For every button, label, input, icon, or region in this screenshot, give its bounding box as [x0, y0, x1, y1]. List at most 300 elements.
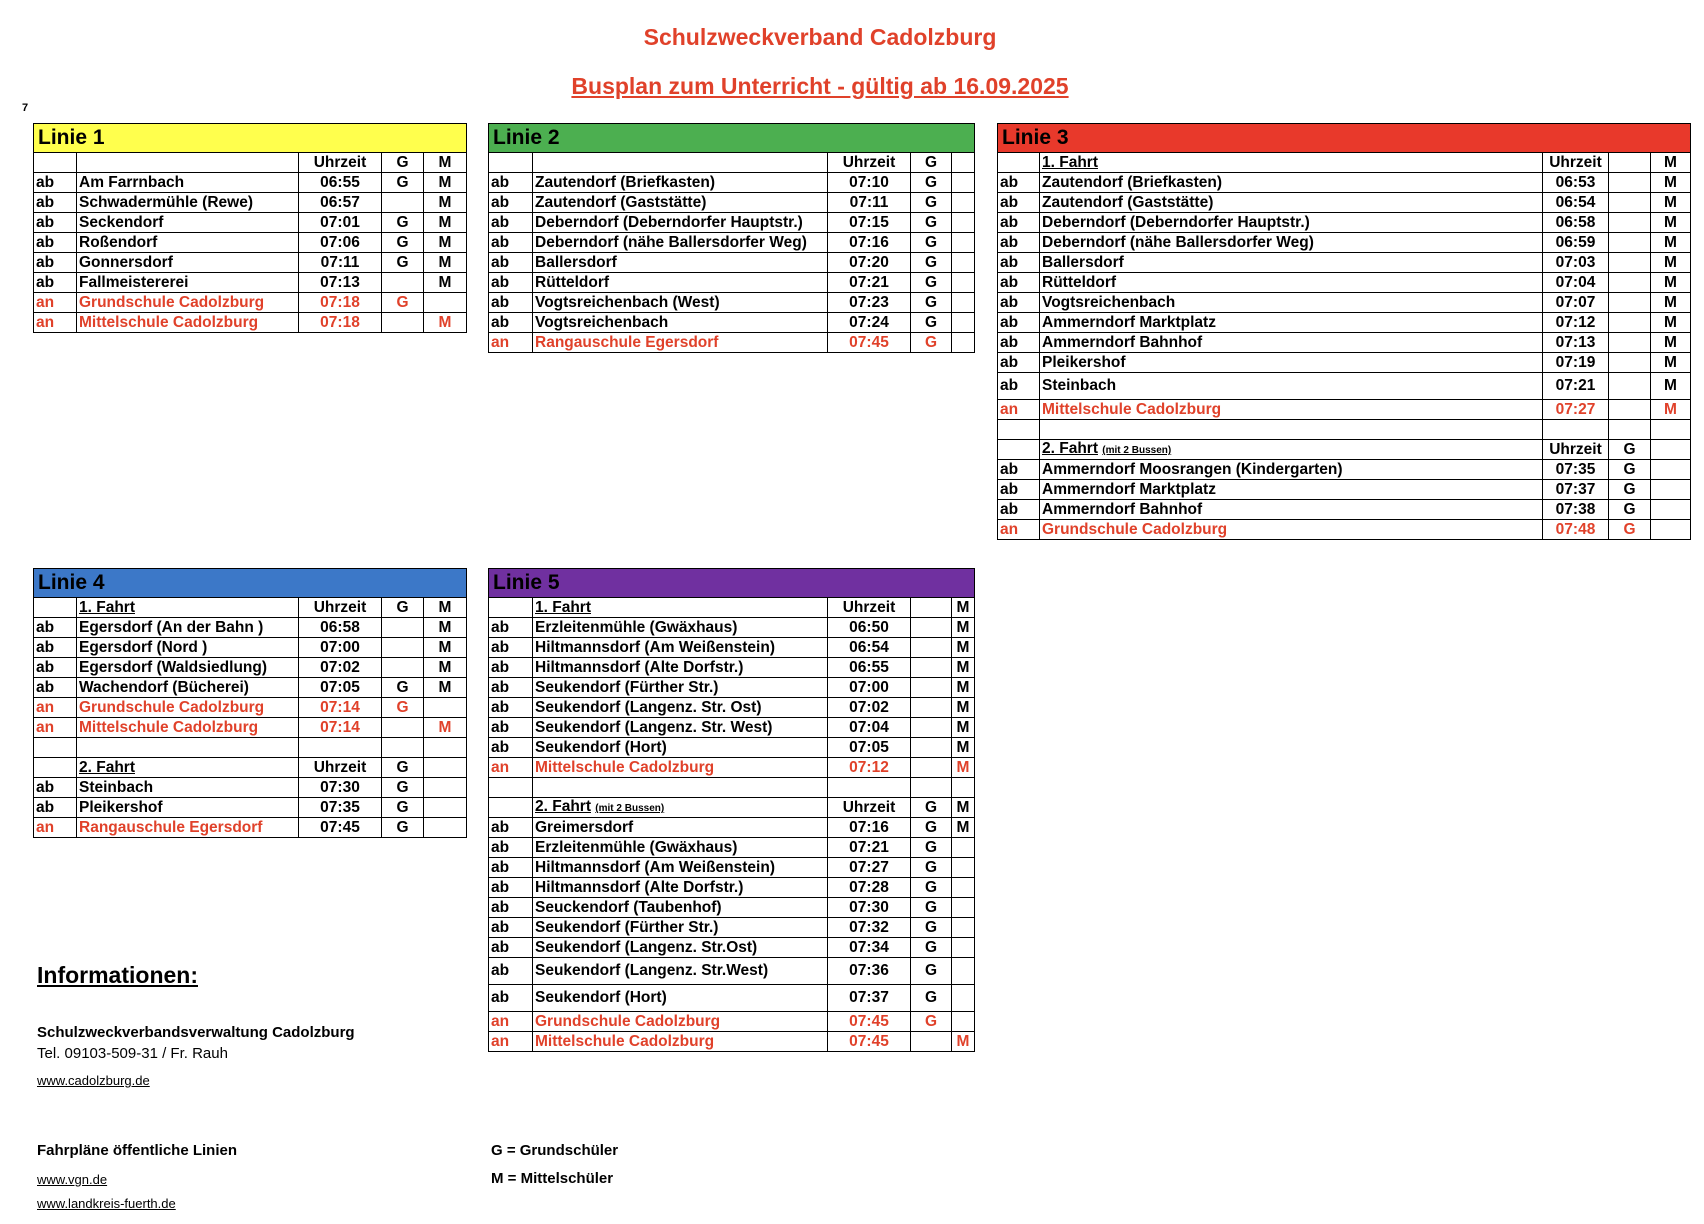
header-cell [34, 153, 77, 173]
table-row [489, 273, 975, 293]
time-cell: 07:18 [299, 313, 382, 333]
table-row [489, 838, 975, 858]
direction-cell: ab [998, 353, 1040, 373]
linie-1-table [33, 123, 467, 333]
m-cell: M [952, 658, 975, 678]
g-cell: G [382, 678, 424, 698]
m-cell: M [424, 173, 467, 193]
time-cell: 07:14 [299, 698, 382, 718]
stop-cell: Ammerndorf Bahnhof [1040, 333, 1543, 353]
g-cell [911, 698, 952, 718]
direction-cell: an [998, 520, 1040, 540]
m-cell [952, 1012, 975, 1032]
g-cell [1609, 400, 1651, 420]
stop-cell: Seukendorf (Hort) [533, 985, 828, 1012]
direction-cell: ab [998, 273, 1040, 293]
fahrt-2-label: 2. Fahrt [535, 798, 591, 815]
direction-cell: ab [34, 638, 77, 658]
stop-cell: Zautendorf (Gaststätte) [1040, 193, 1543, 213]
table-row [489, 213, 975, 233]
direction-cell: ab [34, 778, 77, 798]
stop-cell: Grundschule Cadolzburg [77, 293, 299, 313]
time-cell: 07:30 [299, 778, 382, 798]
m-cell [424, 293, 467, 313]
header-uhrzeit: Uhrzeit [828, 153, 911, 173]
fahrt-1-label: 1. Fahrt [1040, 153, 1543, 173]
direction-cell: ab [34, 233, 77, 253]
direction-cell: ab [489, 678, 533, 698]
header-g: G [1609, 440, 1651, 460]
stop-cell: Seukendorf (Langenz. Str.West) [533, 958, 828, 985]
g-cell: G [1609, 480, 1651, 500]
table-row [34, 818, 467, 838]
m-cell: M [952, 698, 975, 718]
direction-cell: ab [34, 658, 77, 678]
g-cell [911, 618, 952, 638]
direction-cell: ab [489, 938, 533, 958]
stop-cell: Rangauschule Egersdorf [533, 333, 828, 353]
table-row [998, 353, 1691, 373]
time-cell: 06:54 [828, 638, 911, 658]
g-cell: G [911, 293, 952, 313]
direction-cell: ab [34, 253, 77, 273]
m-cell: M [424, 193, 467, 213]
table-row [34, 658, 467, 678]
m-cell: M [424, 213, 467, 233]
stop-cell: Mittelschule Cadolzburg [1040, 400, 1543, 420]
table-row [489, 1012, 975, 1032]
direction-cell: ab [489, 698, 533, 718]
m-cell [952, 838, 975, 858]
time-cell: 07:11 [299, 253, 382, 273]
landkreis-link[interactable]: www.landkreis-fuerth.de [37, 1196, 176, 1211]
direction-cell: ab [489, 858, 533, 878]
header-cell [998, 153, 1040, 173]
time-cell: 07:23 [828, 293, 911, 313]
stop-cell: Mittelschule Cadolzburg [533, 758, 828, 778]
linie-5-table [488, 568, 975, 1052]
m-cell: M [1651, 253, 1691, 273]
spacer-row [489, 778, 975, 798]
header-cell [489, 798, 533, 818]
table-row [998, 293, 1691, 313]
m-cell [952, 293, 975, 313]
m-cell: M [952, 718, 975, 738]
m-cell: M [1651, 233, 1691, 253]
table-row [998, 480, 1691, 500]
g-cell: G [1609, 500, 1651, 520]
header-g: G [382, 758, 424, 778]
g-cell [1609, 273, 1651, 293]
m-cell: M [1651, 400, 1691, 420]
time-cell: 07:13 [299, 273, 382, 293]
table-row [998, 273, 1691, 293]
time-cell: 07:05 [299, 678, 382, 698]
time-cell: 07:37 [828, 985, 911, 1012]
direction-cell: ab [998, 480, 1040, 500]
table-row [34, 718, 467, 738]
direction-cell: ab [998, 193, 1040, 213]
g-cell: G [1609, 460, 1651, 480]
header-m: M [424, 598, 467, 618]
direction-cell: ab [34, 798, 77, 818]
table-row [489, 658, 975, 678]
header-cell [489, 153, 533, 173]
table-row [489, 938, 975, 958]
table-row [34, 253, 467, 273]
time-cell: 07:48 [1543, 520, 1609, 540]
m-cell: M [1651, 313, 1691, 333]
m-cell [952, 213, 975, 233]
m-cell: M [424, 718, 467, 738]
stop-cell: Egersdorf (An der Bahn ) [77, 618, 299, 638]
header-cell [34, 758, 77, 778]
phone-line: Tel. 09103-509-31 / Fr. Rauh [37, 1045, 228, 1062]
m-cell: M [1651, 173, 1691, 193]
g-cell [911, 638, 952, 658]
stop-cell: Deberndorf (nähe Ballersdorfer Weg) [533, 233, 828, 253]
time-cell: 07:28 [828, 878, 911, 898]
m-cell: M [952, 1032, 975, 1052]
time-cell: 07:27 [828, 858, 911, 878]
time-cell: 07:03 [1543, 253, 1609, 273]
table-row [34, 313, 467, 333]
g-cell [1609, 333, 1651, 353]
direction-cell: ab [998, 173, 1040, 193]
direction-cell: ab [489, 818, 533, 838]
time-cell: 07:04 [1543, 273, 1609, 293]
table-row [489, 698, 975, 718]
time-cell: 07:45 [299, 818, 382, 838]
g-cell: G [911, 918, 952, 938]
time-cell: 07:36 [828, 958, 911, 985]
stop-cell: Seukendorf (Langenz. Str.Ost) [533, 938, 828, 958]
g-cell [382, 193, 424, 213]
spacer-row [998, 420, 1691, 440]
time-cell: 07:19 [1543, 353, 1609, 373]
table-row [998, 193, 1691, 213]
table-row [489, 293, 975, 313]
stop-cell: Greimersdorf [533, 818, 828, 838]
stop-cell: Vogtsreichenbach [533, 313, 828, 333]
g-cell [911, 1032, 952, 1052]
stop-cell: Ammerndorf Marktplatz [1040, 313, 1543, 333]
direction-cell: ab [489, 638, 533, 658]
time-cell: 07:45 [828, 1012, 911, 1032]
m-cell [952, 898, 975, 918]
g-cell [911, 678, 952, 698]
page-number: 7 [22, 102, 29, 114]
direction-cell: an [34, 718, 77, 738]
g-cell: G [382, 818, 424, 838]
fahrt-2-note: (mit 2 Bussen) [595, 803, 665, 814]
stop-cell: Seukendorf (Fürther Str.) [533, 918, 828, 938]
time-cell: 07:35 [1543, 460, 1609, 480]
g-cell: G [911, 898, 952, 918]
table-row [34, 273, 467, 293]
linie-3-table [997, 123, 1691, 540]
header-cell [533, 153, 828, 173]
stop-cell: Grundschule Cadolzburg [77, 698, 299, 718]
g-cell [382, 313, 424, 333]
m-cell [952, 985, 975, 1012]
table-row [489, 738, 975, 758]
stop-cell: Ammerndorf Marktplatz [1040, 480, 1543, 500]
header-uhrzeit: Uhrzeit [1543, 153, 1609, 173]
m-cell [952, 193, 975, 213]
table-row [489, 638, 975, 658]
g-cell [1609, 293, 1651, 313]
time-cell: 07:45 [828, 1032, 911, 1052]
header-m [1651, 440, 1691, 460]
table-row [489, 618, 975, 638]
table-row [998, 460, 1691, 480]
direction-cell: ab [489, 658, 533, 678]
stop-cell: Ammerndorf Bahnhof [1040, 500, 1543, 520]
g-cell: G [911, 838, 952, 858]
org-name: Schulzweckverbandsverwaltung Cadolzburg [37, 1024, 355, 1041]
fahrt-2-header [1040, 440, 1543, 460]
direction-cell: ab [998, 313, 1040, 333]
header-cell [998, 440, 1040, 460]
stop-cell: Egersdorf (Nord ) [77, 638, 299, 658]
table-row [998, 173, 1691, 193]
table-row [34, 213, 467, 233]
table-row [489, 758, 975, 778]
stop-cell: Mittelschule Cadolzburg [533, 1032, 828, 1052]
direction-cell: ab [34, 678, 77, 698]
table-row [998, 400, 1691, 420]
table-row [489, 958, 975, 985]
m-cell: M [1651, 213, 1691, 233]
g-cell: G [382, 253, 424, 273]
stop-cell: Hiltmannsdorf (Am Weißenstein) [533, 858, 828, 878]
document-title: Schulzweckverband Cadolzburg [643, 24, 997, 50]
header-uhrzeit: Uhrzeit [828, 598, 911, 618]
m-cell: M [424, 313, 467, 333]
direction-cell: ab [489, 958, 533, 985]
time-cell: 07:12 [1543, 313, 1609, 333]
header-m: M [1651, 153, 1691, 173]
table-row [998, 233, 1691, 253]
m-cell [952, 333, 975, 353]
time-cell: 06:53 [1543, 173, 1609, 193]
m-cell: M [424, 233, 467, 253]
direction-cell: an [34, 313, 77, 333]
stop-cell: Ballersdorf [533, 253, 828, 273]
stop-cell: Seukendorf (Fürther Str.) [533, 678, 828, 698]
stop-cell: Pleikershof [1040, 353, 1543, 373]
table-row [998, 500, 1691, 520]
fahrt-1-label: 1. Fahrt [533, 598, 828, 618]
stop-cell: Zautendorf (Gaststätte) [533, 193, 828, 213]
table-row [998, 520, 1691, 540]
g-cell [382, 618, 424, 638]
g-cell: G [911, 938, 952, 958]
g-cell: G [382, 213, 424, 233]
g-cell [1609, 193, 1651, 213]
table-row [489, 718, 975, 738]
m-cell [424, 698, 467, 718]
direction-cell: ab [34, 213, 77, 233]
stop-cell: Steinbach [1040, 373, 1543, 400]
table-row [489, 918, 975, 938]
header-m: M [424, 153, 467, 173]
g-cell [911, 658, 952, 678]
stop-cell: Roßendorf [77, 233, 299, 253]
table-row [998, 253, 1691, 273]
m-cell: M [424, 638, 467, 658]
stop-cell: Ammerndorf Moosrangen (Kindergarten) [1040, 460, 1543, 480]
m-cell [1651, 520, 1691, 540]
direction-cell: ab [489, 253, 533, 273]
stop-cell: Egersdorf (Waldsiedlung) [77, 658, 299, 678]
direction-cell: ab [489, 293, 533, 313]
g-cell [1609, 173, 1651, 193]
g-cell [1609, 253, 1651, 273]
g-cell: G [911, 818, 952, 838]
direction-cell: an [998, 400, 1040, 420]
stop-cell: Hiltmannsdorf (Alte Dorfstr.) [533, 658, 828, 678]
g-cell [1609, 233, 1651, 253]
time-cell: 07:34 [828, 938, 911, 958]
header-cell [489, 598, 533, 618]
g-cell: G [911, 253, 952, 273]
table-row [998, 213, 1691, 233]
direction-cell: ab [998, 460, 1040, 480]
linie-1-title: Linie 1 [34, 124, 467, 153]
header-uhrzeit: Uhrzeit [299, 153, 382, 173]
direction-cell: ab [489, 878, 533, 898]
time-cell: 07:30 [828, 898, 911, 918]
stop-cell: Rangauschule Egersdorf [77, 818, 299, 838]
direction-cell: ab [489, 918, 533, 938]
stop-cell: Mittelschule Cadolzburg [77, 313, 299, 333]
linie-2-table [488, 123, 975, 353]
direction-cell: ab [34, 618, 77, 638]
g-cell [911, 758, 952, 778]
g-cell: G [382, 293, 424, 313]
table-row [489, 193, 975, 213]
m-cell [424, 818, 467, 838]
stop-cell: Schwadermühle (Rewe) [77, 193, 299, 213]
time-cell: 07:02 [828, 698, 911, 718]
direction-cell: ab [489, 718, 533, 738]
linie-4-table [33, 568, 467, 838]
header-g: G [911, 153, 952, 173]
table-row [34, 798, 467, 818]
legend-m: M = Mittelschüler [491, 1170, 614, 1187]
time-cell: 07:38 [1543, 500, 1609, 520]
stop-cell: Steinbach [77, 778, 299, 798]
stop-cell: Zautendorf (Briefkasten) [1040, 173, 1543, 193]
time-cell: 07:02 [299, 658, 382, 678]
legend-g: G = Grundschüler [491, 1142, 619, 1159]
m-cell: M [952, 738, 975, 758]
header-uhrzeit: Uhrzeit [828, 798, 911, 818]
time-cell: 07:14 [299, 718, 382, 738]
direction-cell: ab [998, 233, 1040, 253]
header-g: G [911, 798, 952, 818]
time-cell: 07:21 [828, 273, 911, 293]
m-cell [952, 253, 975, 273]
m-cell [1651, 480, 1691, 500]
time-cell: 07:27 [1543, 400, 1609, 420]
direction-cell: ab [998, 373, 1040, 400]
time-cell: 07:16 [828, 818, 911, 838]
stop-cell: Zautendorf (Briefkasten) [533, 173, 828, 193]
time-cell: 06:50 [828, 618, 911, 638]
g-cell: G [911, 958, 952, 985]
m-cell: M [1651, 293, 1691, 313]
direction-cell: ab [998, 500, 1040, 520]
direction-cell: ab [489, 985, 533, 1012]
direction-cell: an [489, 1032, 533, 1052]
direction-cell: an [34, 293, 77, 313]
m-cell [952, 273, 975, 293]
table-row [489, 858, 975, 878]
time-cell: 07:16 [828, 233, 911, 253]
table-row [34, 293, 467, 313]
g-cell [382, 658, 424, 678]
m-cell [952, 233, 975, 253]
m-cell: M [1651, 333, 1691, 353]
g-cell: G [382, 233, 424, 253]
direction-cell: ab [998, 333, 1040, 353]
time-cell: 07:01 [299, 213, 382, 233]
m-cell: M [1651, 193, 1691, 213]
stop-cell: Deberndorf (nähe Ballersdorfer Weg) [1040, 233, 1543, 253]
time-cell: 07:07 [1543, 293, 1609, 313]
direction-cell: an [489, 333, 533, 353]
m-cell: M [1651, 273, 1691, 293]
direction-cell: an [34, 818, 77, 838]
stop-cell: Ballersdorf [1040, 253, 1543, 273]
header-g [1609, 153, 1651, 173]
direction-cell: ab [34, 273, 77, 293]
table-row [998, 373, 1691, 400]
stop-cell: Vogtsreichenbach [1040, 293, 1543, 313]
fahrt-2-note: (mit 2 Bussen) [1102, 445, 1172, 456]
m-cell [1651, 500, 1691, 520]
g-cell [1609, 373, 1651, 400]
m-cell: M [952, 678, 975, 698]
direction-cell: ab [489, 233, 533, 253]
header-uhrzeit: Uhrzeit [299, 598, 382, 618]
linie-4-title: Linie 4 [34, 569, 467, 598]
time-cell: 07:11 [828, 193, 911, 213]
g-cell: G [382, 173, 424, 193]
table-row [489, 985, 975, 1012]
direction-cell: ab [489, 618, 533, 638]
time-cell: 06:59 [1543, 233, 1609, 253]
stop-cell: Rütteldorf [533, 273, 828, 293]
m-cell [952, 958, 975, 985]
stop-cell: Pleikershof [77, 798, 299, 818]
g-cell: G [911, 213, 952, 233]
website-link[interactable]: www.cadolzburg.de [37, 1073, 150, 1088]
stop-cell: Seukendorf (Langenz. Str. West) [533, 718, 828, 738]
direction-cell: ab [489, 213, 533, 233]
stop-cell: Hiltmannsdorf (Am Weißenstein) [533, 638, 828, 658]
header-g [911, 598, 952, 618]
time-cell: 07:21 [1543, 373, 1609, 400]
vgn-link[interactable]: www.vgn.de [37, 1172, 108, 1187]
fahrt-2-label: 2. Fahrt [1042, 440, 1098, 457]
linie-3-title: Linie 3 [998, 124, 1691, 153]
g-cell: G [911, 985, 952, 1012]
stop-cell: Am Farrnbach [77, 173, 299, 193]
